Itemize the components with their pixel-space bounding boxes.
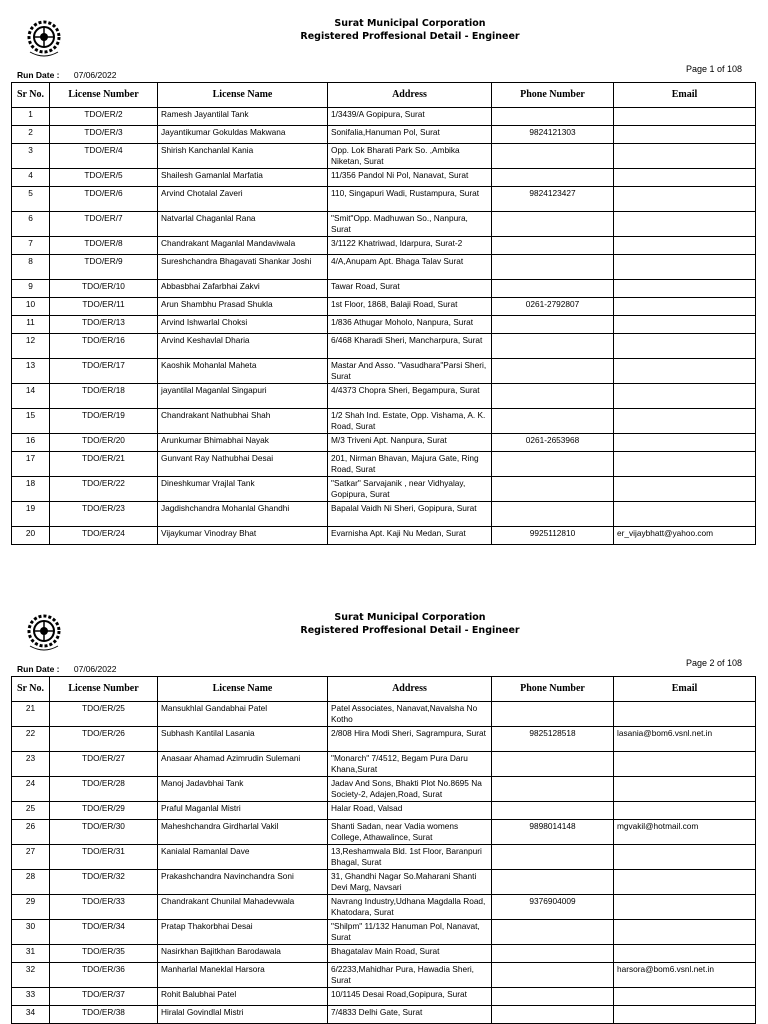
email-cell <box>614 255 756 280</box>
address-cell: 4/A,Anupam Apt. Bhaga Talav Surat <box>328 255 492 280</box>
address-cell: Opp. Lok Bharati Park So. ,Ambika Niketan, Surat <box>328 144 492 169</box>
license-number-cell: TDO/ER/6 <box>50 187 158 212</box>
phone-number-cell <box>492 920 614 945</box>
license-number-cell: TDO/ER/29 <box>50 802 158 820</box>
license-number-cell: TDO/ER/35 <box>50 945 158 963</box>
license-name-cell: Arvind Ishwarlal Choksi <box>158 316 328 334</box>
table-row <box>12 502 756 527</box>
license-name-cell: jayantilal Maganlal Singapuri <box>158 384 328 409</box>
license-name-cell: Abbasbhai Zafarbhai Zakvi <box>158 280 328 298</box>
email-cell <box>614 169 756 187</box>
report-header <box>200 17 620 43</box>
license-number-cell: TDO/ER/27 <box>50 752 158 777</box>
phone-number-cell <box>492 255 614 280</box>
corporation-seal-icon <box>22 18 66 62</box>
col-sr-no-header: Sr No. <box>12 83 50 108</box>
col-address-header: Address <box>328 83 492 108</box>
email-cell <box>614 237 756 255</box>
license-name-cell: Chandrakant Maganlal Mandaviwala <box>158 237 328 255</box>
phone-number-cell <box>492 477 614 502</box>
phone-number-cell <box>492 802 614 820</box>
phone-number-cell <box>492 502 614 527</box>
sr-no-cell: 19 <box>12 502 50 527</box>
col-email-header: Email <box>614 677 756 702</box>
sr-no-cell: 20 <box>12 527 50 545</box>
sr-no-cell: 24 <box>12 777 50 802</box>
email-cell <box>614 212 756 237</box>
table-row <box>12 802 756 820</box>
license-name-cell: Subhash Kantilal Lasania <box>158 727 328 752</box>
address-cell: 4/4373 Chopra Sheri, Begampura, Surat <box>328 384 492 409</box>
address-cell: 110, Singapuri Wadi, Rustampura, Surat <box>328 187 492 212</box>
license-name-cell: Jayantikumar Gokuldas Makwana <box>158 126 328 144</box>
run-date-label: Run Date : <box>17 70 60 80</box>
phone-number-cell: 9825128518 <box>492 727 614 752</box>
address-cell: Evarnisha Apt. Kaji Nu Medan, Surat <box>328 527 492 545</box>
corporation-seal-icon <box>22 612 66 656</box>
license-name-cell: Chandrakant Chunilal Mahadevwala <box>158 895 328 920</box>
phone-number-cell <box>492 280 614 298</box>
table-row <box>12 409 756 434</box>
email-cell <box>614 108 756 126</box>
table-body <box>12 108 756 545</box>
phone-number-cell: 0261-2792807 <box>492 298 614 316</box>
report-title: Registered Proffesional Detail - Engineer <box>300 31 520 42</box>
phone-number-cell <box>492 752 614 777</box>
license-number-cell: TDO/ER/11 <box>50 298 158 316</box>
license-name-cell: Hiralal Govindlal Mistri <box>158 1006 328 1024</box>
table-row <box>12 452 756 477</box>
license-number-cell: TDO/ER/4 <box>50 144 158 169</box>
license-name-cell: Ramesh Jayantilal Tank <box>158 108 328 126</box>
phone-number-cell <box>492 777 614 802</box>
sr-no-cell: 27 <box>12 845 50 870</box>
phone-number-cell <box>492 359 614 384</box>
sr-no-cell: 11 <box>12 316 50 334</box>
phone-number-cell <box>492 316 614 334</box>
sr-no-cell: 28 <box>12 870 50 895</box>
table-header-row <box>12 83 756 108</box>
email-cell <box>614 502 756 527</box>
address-cell: "Monarch" 7/4512, Begam Pura Daru Khana,Surat <box>328 752 492 777</box>
address-cell: "Smit"Opp. Madhuwan So., Nanpura, Surat <box>328 212 492 237</box>
email-cell <box>614 870 756 895</box>
table-row <box>12 212 756 237</box>
sr-no-cell: 15 <box>12 409 50 434</box>
email-cell <box>614 1006 756 1024</box>
license-number-cell: TDO/ER/30 <box>50 820 158 845</box>
email-cell <box>614 452 756 477</box>
license-number-cell: TDO/ER/8 <box>50 237 158 255</box>
email-cell: mgvakil@hotmail.com <box>614 820 756 845</box>
license-name-cell: Dineshkumar Vrajlal Tank <box>158 477 328 502</box>
license-number-cell: TDO/ER/38 <box>50 1006 158 1024</box>
phone-number-cell <box>492 334 614 359</box>
sr-no-cell: 18 <box>12 477 50 502</box>
col-phone-number-header: Phone Number <box>492 677 614 702</box>
license-name-cell: Manoj Jadavbhai Tank <box>158 777 328 802</box>
address-cell: "Shilpm" 11/132 Hanuman Pol, Nanavat, Surat <box>328 920 492 945</box>
phone-number-cell <box>492 988 614 1006</box>
sr-no-cell: 31 <box>12 945 50 963</box>
license-name-cell: Kanialal Ramanlal Dave <box>158 845 328 870</box>
sr-no-cell: 23 <box>12 752 50 777</box>
license-name-cell: Jagdishchandra Mohanlal Ghandhi <box>158 502 328 527</box>
run-date <box>17 70 116 80</box>
address-cell: 1/2 Shah Ind. Estate, Opp. Vishama, A. K. Road, Surat <box>328 409 492 434</box>
license-number-cell: TDO/ER/19 <box>50 409 158 434</box>
phone-number-cell <box>492 452 614 477</box>
table-row <box>12 727 756 752</box>
sr-no-cell: 33 <box>12 988 50 1006</box>
phone-number-cell: 9898014148 <box>492 820 614 845</box>
license-number-cell: TDO/ER/24 <box>50 527 158 545</box>
email-cell <box>614 802 756 820</box>
license-number-cell: TDO/ER/32 <box>50 870 158 895</box>
license-number-cell: TDO/ER/36 <box>50 963 158 988</box>
email-cell <box>614 334 756 359</box>
address-cell: Halar Road, Valsad <box>328 802 492 820</box>
col-license-number-header: License Number <box>50 83 158 108</box>
table-row <box>12 169 756 187</box>
email-cell <box>614 702 756 727</box>
email-cell <box>614 920 756 945</box>
table-row <box>12 144 756 169</box>
address-cell: 1/836 Athugar Moholo, Nanpura, Surat <box>328 316 492 334</box>
address-cell: Patel Associates, Nanavat,Navalsha No Kotho <box>328 702 492 727</box>
license-number-cell: TDO/ER/34 <box>50 920 158 945</box>
email-cell <box>614 384 756 409</box>
sr-no-cell: 17 <box>12 452 50 477</box>
sr-no-cell: 5 <box>12 187 50 212</box>
address-cell: Jadav And Sons, Bhakti Plot No.8695 Na Society-2, Adajen,Road, Surat <box>328 777 492 802</box>
license-number-cell: TDO/ER/22 <box>50 477 158 502</box>
license-number-cell: TDO/ER/33 <box>50 895 158 920</box>
phone-number-cell <box>492 409 614 434</box>
sr-no-cell: 26 <box>12 820 50 845</box>
table-row <box>12 527 756 545</box>
phone-number-cell <box>492 945 614 963</box>
sr-no-cell: 16 <box>12 434 50 452</box>
license-name-cell: Arunkumar Bhimabhai Nayak <box>158 434 328 452</box>
col-email-header: Email <box>614 83 756 108</box>
license-name-cell: Arvind Chotalal Zaveri <box>158 187 328 212</box>
table-row <box>12 126 756 144</box>
table-row <box>12 870 756 895</box>
sr-no-cell: 2 <box>12 126 50 144</box>
table-row <box>12 777 756 802</box>
license-name-cell: Prakashchandra Navinchandra Soni <box>158 870 328 895</box>
phone-number-cell <box>492 108 614 126</box>
org-name: Surat Municipal Corporation <box>334 18 486 29</box>
license-number-cell: TDO/ER/7 <box>50 212 158 237</box>
table-body <box>12 702 756 1024</box>
license-name-cell: Rohit Balubhai Patel <box>158 988 328 1006</box>
table-row <box>12 187 756 212</box>
email-cell <box>614 845 756 870</box>
engineer-table <box>11 676 756 1024</box>
engineer-table <box>11 82 756 545</box>
table-row <box>12 945 756 963</box>
address-cell: Sonifalia,Hanuman Pol, Surat <box>328 126 492 144</box>
report-header <box>200 611 620 637</box>
email-cell <box>614 477 756 502</box>
license-name-cell: Natvarlal Chaganlal Rana <box>158 212 328 237</box>
table-row <box>12 316 756 334</box>
email-cell <box>614 126 756 144</box>
report-title: Registered Proffesional Detail - Engineer <box>300 625 520 636</box>
table-row <box>12 963 756 988</box>
license-name-cell: Shirish Kanchanlal Kania <box>158 144 328 169</box>
license-number-cell: TDO/ER/10 <box>50 280 158 298</box>
page-number: Page 1 of 108 <box>685 64 742 74</box>
license-number-cell: TDO/ER/9 <box>50 255 158 280</box>
phone-number-cell: 0261-2653968 <box>492 434 614 452</box>
table-row <box>12 298 756 316</box>
sr-no-cell: 29 <box>12 895 50 920</box>
license-name-cell: Maheshchandra Girdharlal Vakil <box>158 820 328 845</box>
license-name-cell: Mansukhlal Gandabhai Patel <box>158 702 328 727</box>
table-row <box>12 820 756 845</box>
address-cell: 6/468 Kharadi Sheri, Mancharpura, Surat <box>328 334 492 359</box>
run-date-label: Run Date : <box>17 664 60 674</box>
sr-no-cell: 34 <box>12 1006 50 1024</box>
table-row <box>12 988 756 1006</box>
table-row <box>12 702 756 727</box>
col-phone-number-header: Phone Number <box>492 83 614 108</box>
address-cell: Mastar And Asso. "Vasudhara"Parsi Sheri, Surat <box>328 359 492 384</box>
address-cell: Navrang Industry,Udhana Magdalla Road, Khatodara, Surat <box>328 895 492 920</box>
license-name-cell: Arun Shambhu Prasad Shukla <box>158 298 328 316</box>
sr-no-cell: 9 <box>12 280 50 298</box>
license-name-cell: Shailesh Gamanlal Marfatia <box>158 169 328 187</box>
email-cell <box>614 280 756 298</box>
address-cell: 1/3439/A Gopipura, Surat <box>328 108 492 126</box>
license-number-cell: TDO/ER/17 <box>50 359 158 384</box>
table-row <box>12 359 756 384</box>
sr-no-cell: 30 <box>12 920 50 945</box>
email-cell <box>614 945 756 963</box>
phone-number-cell <box>492 963 614 988</box>
table-row <box>12 895 756 920</box>
address-cell: 7/4833 Delhi Gate, Surat <box>328 1006 492 1024</box>
email-cell <box>614 434 756 452</box>
col-sr-no-header: Sr No. <box>12 677 50 702</box>
sr-no-cell: 14 <box>12 384 50 409</box>
address-cell: 31, Ghandhi Nagar So.Maharani Shanti Devi Marg, Navsari <box>328 870 492 895</box>
address-cell: Shanti Sadan, near Vadia womens College, Athawalince, Surat <box>328 820 492 845</box>
sr-no-cell: 8 <box>12 255 50 280</box>
sr-no-cell: 22 <box>12 727 50 752</box>
sr-no-cell: 3 <box>12 144 50 169</box>
col-license-name-header: License Name <box>158 83 328 108</box>
email-cell: lasania@bom6.vsnl.net.in <box>614 727 756 752</box>
table-row <box>12 280 756 298</box>
license-name-cell: Nasirkhan Bajitkhan Barodawala <box>158 945 328 963</box>
sr-no-cell: 1 <box>12 108 50 126</box>
license-name-cell: Gunvant Ray Nathubhai Desai <box>158 452 328 477</box>
col-address-header: Address <box>328 677 492 702</box>
license-number-cell: TDO/ER/31 <box>50 845 158 870</box>
run-date-value: 07/06/2022 <box>73 70 117 80</box>
license-number-cell: TDO/ER/16 <box>50 334 158 359</box>
license-number-cell: TDO/ER/37 <box>50 988 158 1006</box>
phone-number-cell <box>492 384 614 409</box>
sr-no-cell: 10 <box>12 298 50 316</box>
email-cell <box>614 752 756 777</box>
sr-no-cell: 21 <box>12 702 50 727</box>
table-row <box>12 477 756 502</box>
license-number-cell: TDO/ER/28 <box>50 777 158 802</box>
license-name-cell: Manharlal Maneklal Harsora <box>158 963 328 988</box>
table-row <box>12 845 756 870</box>
phone-number-cell <box>492 702 614 727</box>
email-cell <box>614 895 756 920</box>
address-cell: "Satkar" Sarvajanik , near Vidhyalay, Gopipura, Surat <box>328 477 492 502</box>
license-name-cell: Kaoshik Mohanlal Maheta <box>158 359 328 384</box>
phone-number-cell: 9376904009 <box>492 895 614 920</box>
address-cell: 6/2233,Mahidhar Pura, Hawadia Sheri, Surat <box>328 963 492 988</box>
email-cell <box>614 777 756 802</box>
email-cell: er_vijaybhatt@yahoo.com <box>614 527 756 545</box>
phone-number-cell: 9925112810 <box>492 527 614 545</box>
license-number-cell: TDO/ER/18 <box>50 384 158 409</box>
address-cell: Tawar Road, Surat <box>328 280 492 298</box>
email-cell <box>614 359 756 384</box>
license-number-cell: TDO/ER/25 <box>50 702 158 727</box>
table-row <box>12 255 756 280</box>
table-row <box>12 237 756 255</box>
table-row <box>12 752 756 777</box>
phone-number-cell: 9824123427 <box>492 187 614 212</box>
license-name-cell: Sureshchandra Bhagavati Shankar Joshi <box>158 255 328 280</box>
email-cell <box>614 409 756 434</box>
sr-no-cell: 12 <box>12 334 50 359</box>
phone-number-cell <box>492 169 614 187</box>
phone-number-cell: 9824121303 <box>492 126 614 144</box>
phone-number-cell <box>492 1006 614 1024</box>
sr-no-cell: 32 <box>12 963 50 988</box>
sr-no-cell: 6 <box>12 212 50 237</box>
license-name-cell: Chandrakant Nathubhai Shah <box>158 409 328 434</box>
license-name-cell: Pratap Thakorbhai Desai <box>158 920 328 945</box>
license-name-cell: Praful Maganlal Mistri <box>158 802 328 820</box>
email-cell <box>614 298 756 316</box>
license-number-cell: TDO/ER/3 <box>50 126 158 144</box>
table-row <box>12 108 756 126</box>
phone-number-cell <box>492 237 614 255</box>
run-date <box>17 664 116 674</box>
address-cell: 201, Nirman Bhavan, Majura Gate, Ring Road, Surat <box>328 452 492 477</box>
address-cell: Bapalal Vaidh Ni Sheri, Gopipura, Surat <box>328 502 492 527</box>
email-cell: harsora@bom6.vsnl.net.in <box>614 963 756 988</box>
table-row <box>12 384 756 409</box>
sr-no-cell: 4 <box>12 169 50 187</box>
phone-number-cell <box>492 144 614 169</box>
phone-number-cell <box>492 212 614 237</box>
table-header-row <box>12 677 756 702</box>
license-number-cell: TDO/ER/21 <box>50 452 158 477</box>
col-license-number-header: License Number <box>50 677 158 702</box>
table-row <box>12 1006 756 1024</box>
sr-no-cell: 7 <box>12 237 50 255</box>
phone-number-cell <box>492 870 614 895</box>
address-cell: 3/1122 Khatriwad, Idarpura, Surat-2 <box>328 237 492 255</box>
license-name-cell: Arvind Keshavlal Dharia <box>158 334 328 359</box>
address-cell: 10/1145 Desai Road,Gopipura, Surat <box>328 988 492 1006</box>
email-cell <box>614 187 756 212</box>
license-number-cell: TDO/ER/26 <box>50 727 158 752</box>
email-cell <box>614 988 756 1006</box>
address-cell: 1st Floor, 1868, Balaji Road, Surat <box>328 298 492 316</box>
license-name-cell: Vijaykumar Vinodray Bhat <box>158 527 328 545</box>
sr-no-cell: 13 <box>12 359 50 384</box>
table-row <box>12 434 756 452</box>
email-cell <box>614 144 756 169</box>
license-number-cell: TDO/ER/5 <box>50 169 158 187</box>
page-number: Page 2 of 108 <box>685 658 742 668</box>
table-row <box>12 334 756 359</box>
email-cell <box>614 316 756 334</box>
phone-number-cell <box>492 845 614 870</box>
col-license-name-header: License Name <box>158 677 328 702</box>
license-number-cell: TDO/ER/20 <box>50 434 158 452</box>
license-number-cell: TDO/ER/13 <box>50 316 158 334</box>
org-name: Surat Municipal Corporation <box>334 612 486 623</box>
license-number-cell: TDO/ER/23 <box>50 502 158 527</box>
table-row <box>12 920 756 945</box>
sr-no-cell: 25 <box>12 802 50 820</box>
license-name-cell: Anasaar Ahamad Azimrudin Sulemani <box>158 752 328 777</box>
address-cell: 13,Reshamwala Bld. 1st Floor, Baranpuri Bhagal, Surat <box>328 845 492 870</box>
address-cell: 11/356 Pandol Ni Pol, Nanavat, Surat <box>328 169 492 187</box>
address-cell: 2/808 Hira Modi Sheri, Sagrampura, Surat <box>328 727 492 752</box>
address-cell: Bhagatalav Main Road, Surat <box>328 945 492 963</box>
address-cell: M/3 Triveni Apt. Nanpura, Surat <box>328 434 492 452</box>
license-number-cell: TDO/ER/2 <box>50 108 158 126</box>
run-date-value: 07/06/2022 <box>73 664 117 674</box>
